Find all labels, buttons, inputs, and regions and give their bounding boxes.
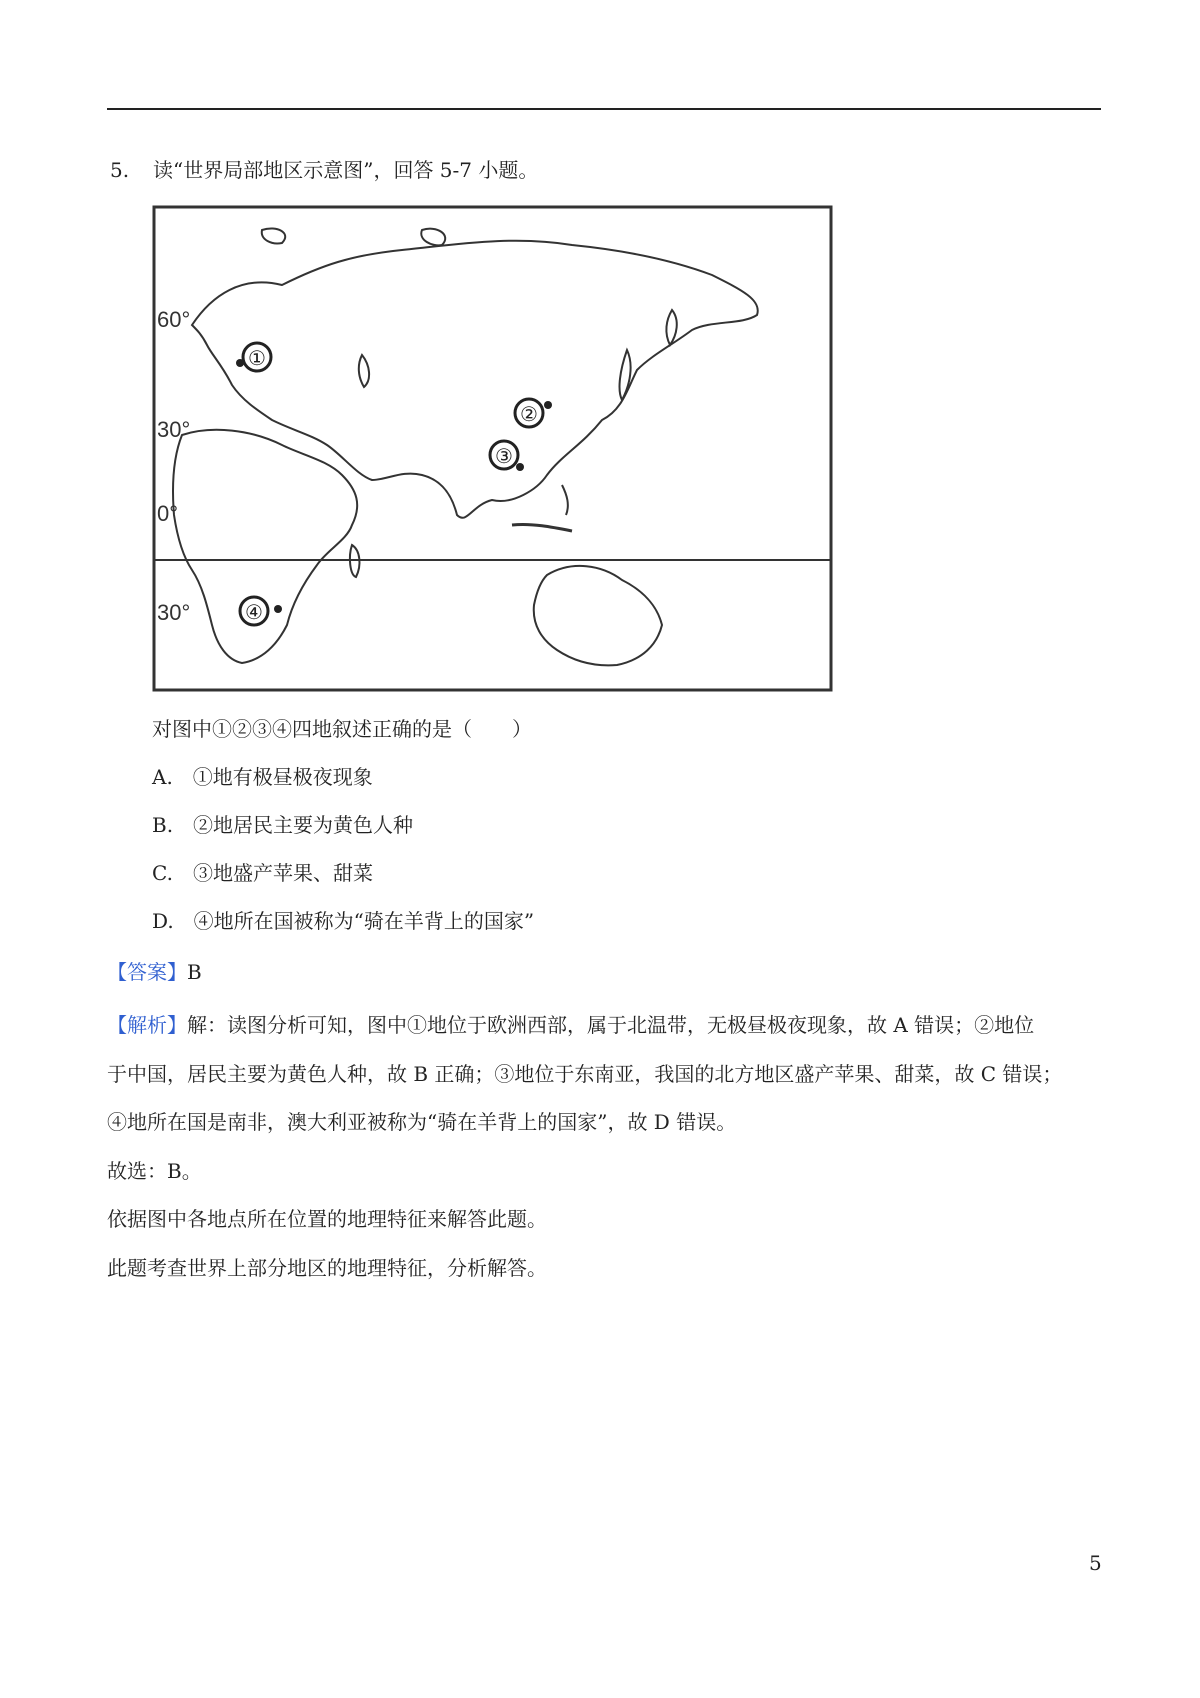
lat-label-60: 60° [157, 307, 191, 332]
page-number: 5 [1089, 1551, 1102, 1575]
answer-line [107, 958, 202, 986]
explanation-line-4: 故选：B。 [107, 1159, 202, 1183]
world-region-map [152, 205, 833, 692]
option-d: D. ④地所在国被称为“骑在羊背上的国家” [152, 909, 535, 933]
marker-4: ④ [245, 600, 263, 624]
option-c: C. ③地盛产苹果、甜菜 [152, 861, 373, 885]
answer-value: B [187, 960, 202, 984]
lat-label-0: 0° [157, 501, 179, 526]
marker-3: ③ [495, 444, 513, 468]
answer-tag: 【答案】 [107, 960, 187, 984]
option-a: A. ①地有极昼极夜现象 [152, 765, 373, 789]
question-number: 5. [110, 158, 130, 182]
question-prompt: 读“世界局部地区示意图”，回答 5-7 小题。 [153, 158, 539, 182]
explanation-tag: 【解析】 [107, 1013, 187, 1037]
explanation-line-1 [107, 1011, 1034, 1039]
explanation-line-3: ④地所在国是南非，澳大利亚被称为“骑在羊背上的国家”，故 D 错误。 [107, 1110, 737, 1134]
explanation-text-1: 解：读图分析可知，图中①地位于欧洲西部，属于北温带，无极昼极夜现象，故 A 错误；②地位 [187, 1013, 1035, 1037]
marker-2: ② [520, 402, 538, 426]
lat-label-30n: 30° [157, 417, 191, 442]
question-stem: 对图中①②③④四地叙述正确的是（ ） [152, 717, 532, 741]
header-rule [107, 108, 1101, 110]
option-b: B. ②地居民主要为黄色人种 [152, 813, 414, 837]
lat-label-30s: 30° [157, 600, 191, 625]
marker-1: ① [248, 346, 266, 370]
explanation-line-6: 此题考查世界上部分地区的地理特征，分析解答。 [107, 1256, 547, 1280]
explanation-line-2: 于中国，居民主要为黄色人种，故 B 正确；③地位于东南亚，我国的北方地区盛产苹果、甜菜，故 C 错误； [107, 1062, 1063, 1086]
explanation-line-5: 依据图中各地点所在位置的地理特征来解答此题。 [107, 1207, 547, 1231]
